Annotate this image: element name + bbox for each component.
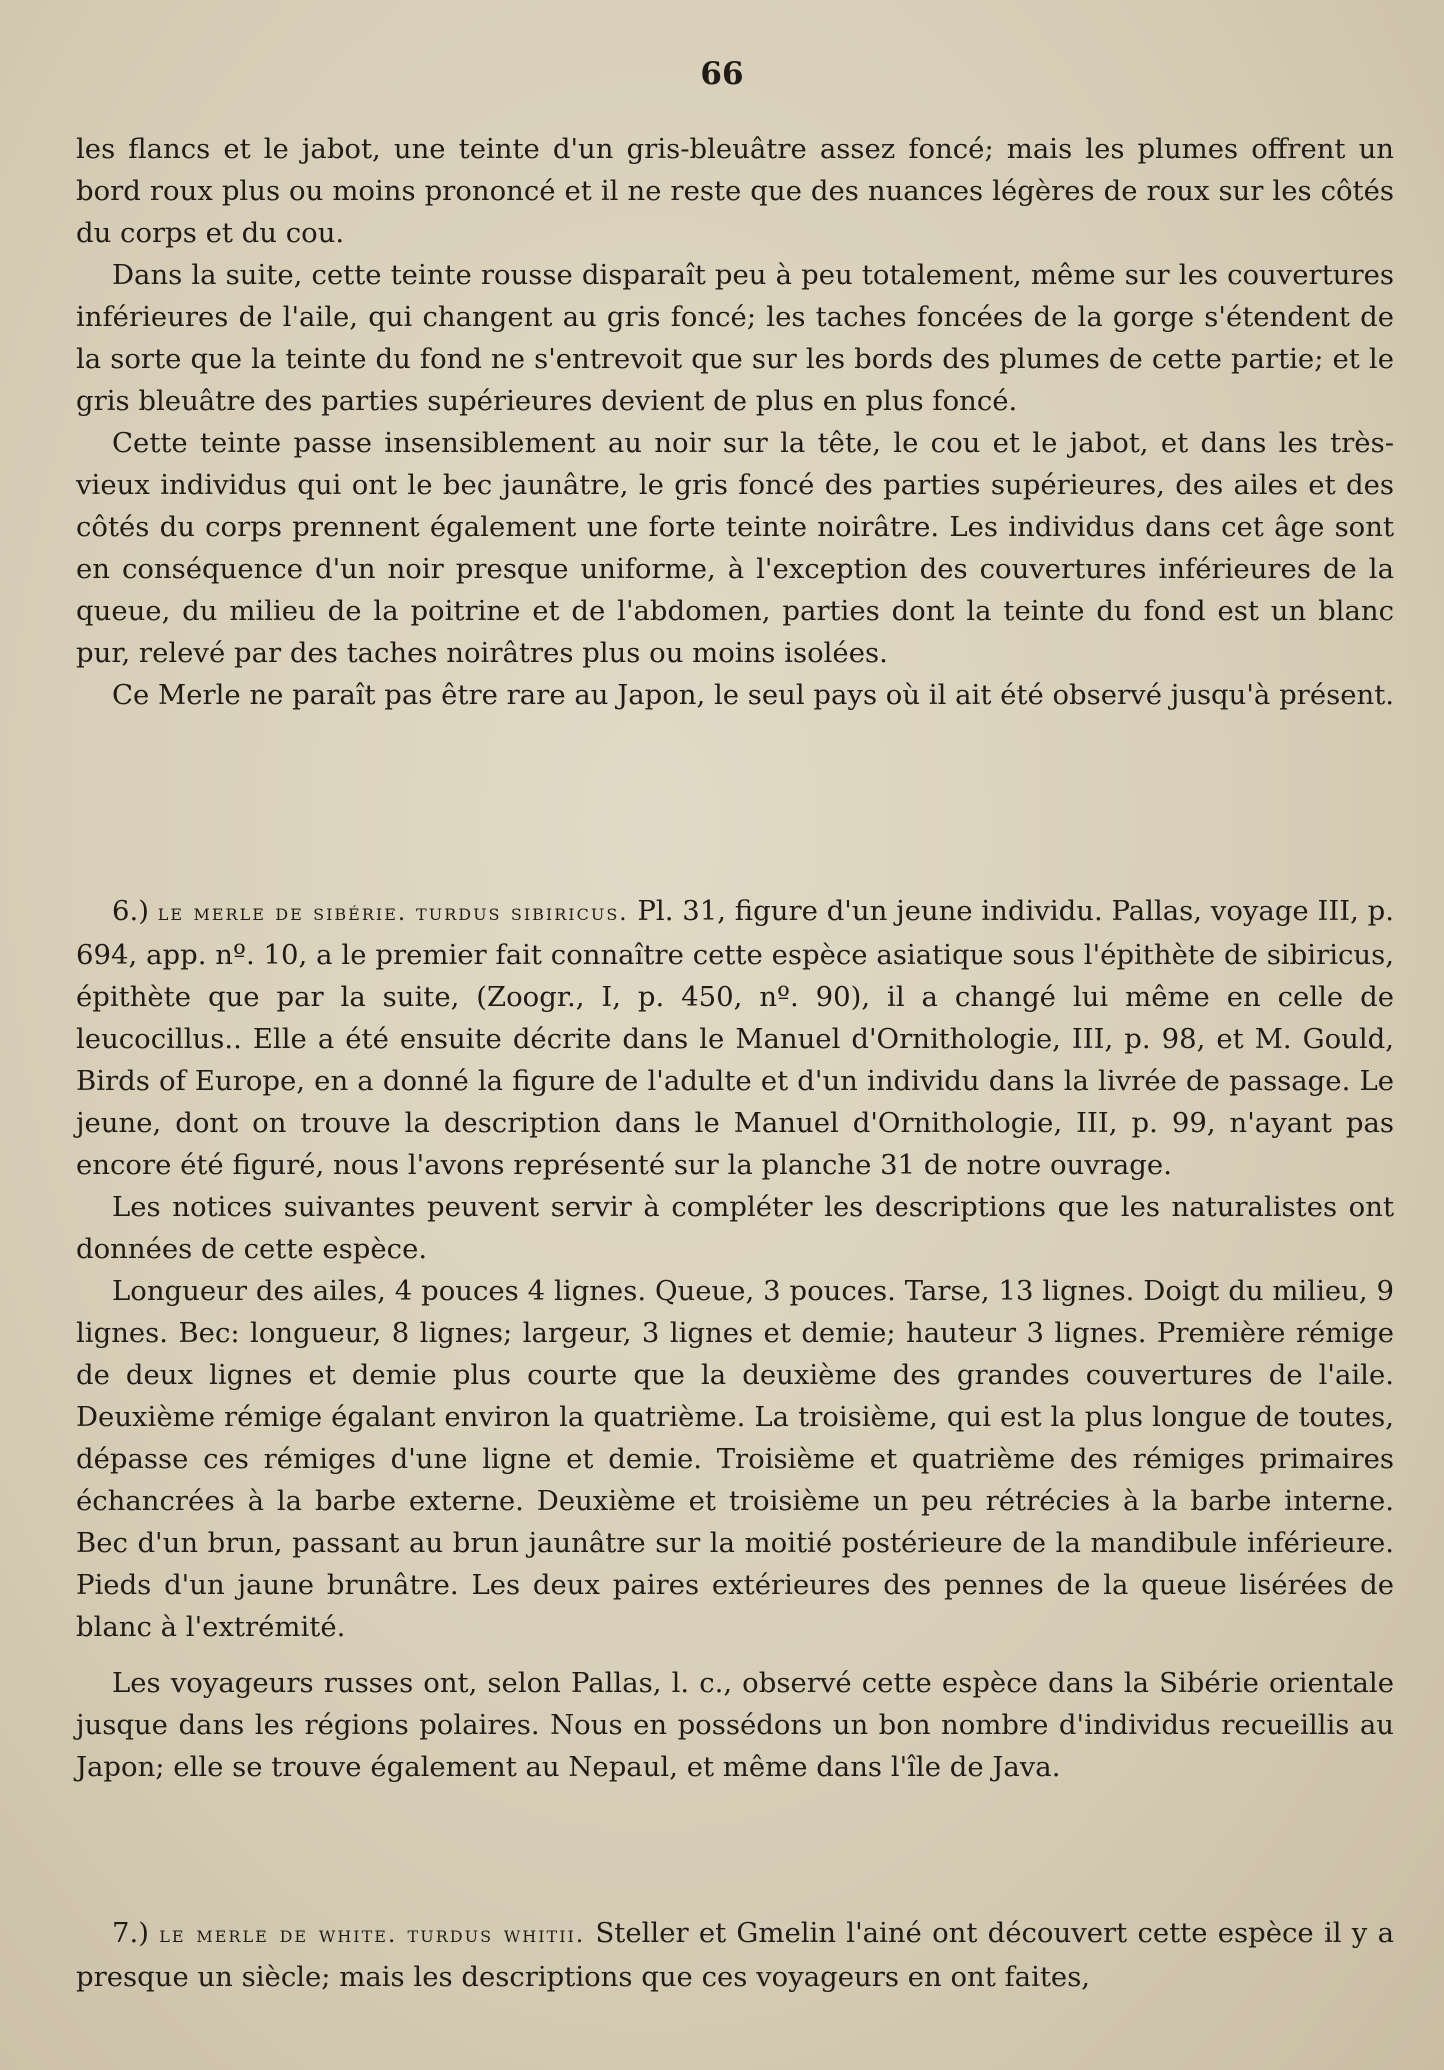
page-number: 66 — [700, 56, 744, 92]
section-merle-de-white — [76, 1912, 1394, 1998]
paragraph: Cette teinte passe insensiblement au noir sur la tête, le cou et le jabot, et dans les très-vieux individus qui ont le bec jaunâtre, le gris foncé des parties supérieures, des ailes et des côtés du corps prennent également une forte teinte noirâtre. Les individus dans cet âge sont en conséquence d'un noir presque uniforme, à l'exception des couvertures inférieures de la queue, du milieu de la poitrine et de l'abdomen, parties dont la teinte du fond est un blanc pur, relevé par des taches noirâtres plus ou moins isolées. — [76, 427, 1394, 669]
section-intro — [76, 1912, 1394, 1998]
section-intro-text: Pl. 31, figure d'un jeune individu. Pallas, voyage III, p. 694, app. nº. 10, a le premier fait connaître cette espèce asiatique sous l'épithète de sibiricus, épithète que par la suite, (Zoogr., I, p. 450, nº. 90), il a changé lui même en celle de leucocillus.. Elle a été ensuite décrite dans le Manuel d'Ornithologie, III, p. 98, et M. Gould, Birds of Europe, en a donné la figure de l'adulte et d'un individu dans la livrée de passage. Le jeune, dont on trouve la description dans le Manuel d'Ornithologie, III, p. 99, n'ayant pas encore été figuré, nous l'avons représenté sur la planche 31 de notre ouvrage. — [76, 895, 1394, 1181]
section-number: 6.) — [112, 895, 149, 927]
top-text-block — [76, 128, 1394, 716]
paragraph: Ce Merle ne paraît pas être rare au Japon, le seul pays où il ait été observé jusqu'à présent. — [112, 679, 1394, 711]
paragraph-measurements: Longueur des ailes, 4 pouces 4 lignes. Queue, 3 pouces. Tarse, 13 lignes. Doigt du milieu, 9 lignes. Bec: longueur, 8 lignes; largeur, 3 lignes et demie; hauteur 3 lignes. Première rémige de deux lignes et demie plus courte que la deuxième des grandes couvertures de l'aile. Deuxième rémige égalant environ la quatrième. La troisième, qui est la plus longue de toutes, dépasse ces rémiges d'une ligne et demie. Troisième et quatrième des rémiges primaires échancrées à la barbe externe. Deuxième et troisième un peu rétrécies à la barbe interne. Bec d'un brun, passant au brun jaunâtre sur la moitié postérieure de la mandibule inférieure. Pieds d'un jaune brunâtre. Les deux paires extérieures des pennes de la queue lisérées de blanc à l'extrémité. — [76, 1275, 1394, 1643]
section-number: 7.) — [112, 1917, 149, 1949]
paragraph-distribution: Les voyageurs russes ont, selon Pallas, l. c., observé cette espèce dans la Sibérie orientale jusque dans les régions polaires. Nous en possédons un bon nombre d'individus recueillis au Japon; elle se trouve également au Nepaul, et même dans l'île de Java. — [76, 1667, 1394, 1783]
latin-name: turdus whitii. — [407, 1922, 586, 1948]
latin-name: turdus sibiricus. — [416, 900, 629, 926]
section-intro-text: Steller et Gmelin l'ainé ont découvert cette espèce il y a presque un siècle; mais les descriptions que ces voyageurs en ont faites, — [76, 1917, 1394, 1993]
paragraph: Dans la suite, cette teinte rousse disparaît peu à peu totalement, même sur les couvertures inférieures de l'aile, qui changent au gris foncé; les taches foncées de la gorge s'étendent de la sorte que la teinte du fond ne s'entrevoit que sur les bords des plumes de cette partie; et le gris bleuâtre des parties supérieures devient de plus en plus foncé. — [76, 259, 1394, 417]
paragraph-continuation: les flancs et le jabot, une teinte d'un gris-bleuâtre assez foncé; mais les plumes offrent un bord roux plus ou moins prononcé et il ne reste que des nuances légères de roux sur les côtés du corps et du cou. — [76, 133, 1394, 249]
section-merle-de-siberie — [76, 890, 1394, 1788]
section-heading: le merle de sibérie. — [157, 900, 408, 926]
section-heading: le merle de white. — [159, 1922, 398, 1948]
paragraph: Les notices suivantes peuvent servir à compléter les descriptions que les naturalistes ont données de cette espèce. — [76, 1191, 1394, 1265]
section-intro — [76, 890, 1394, 1186]
